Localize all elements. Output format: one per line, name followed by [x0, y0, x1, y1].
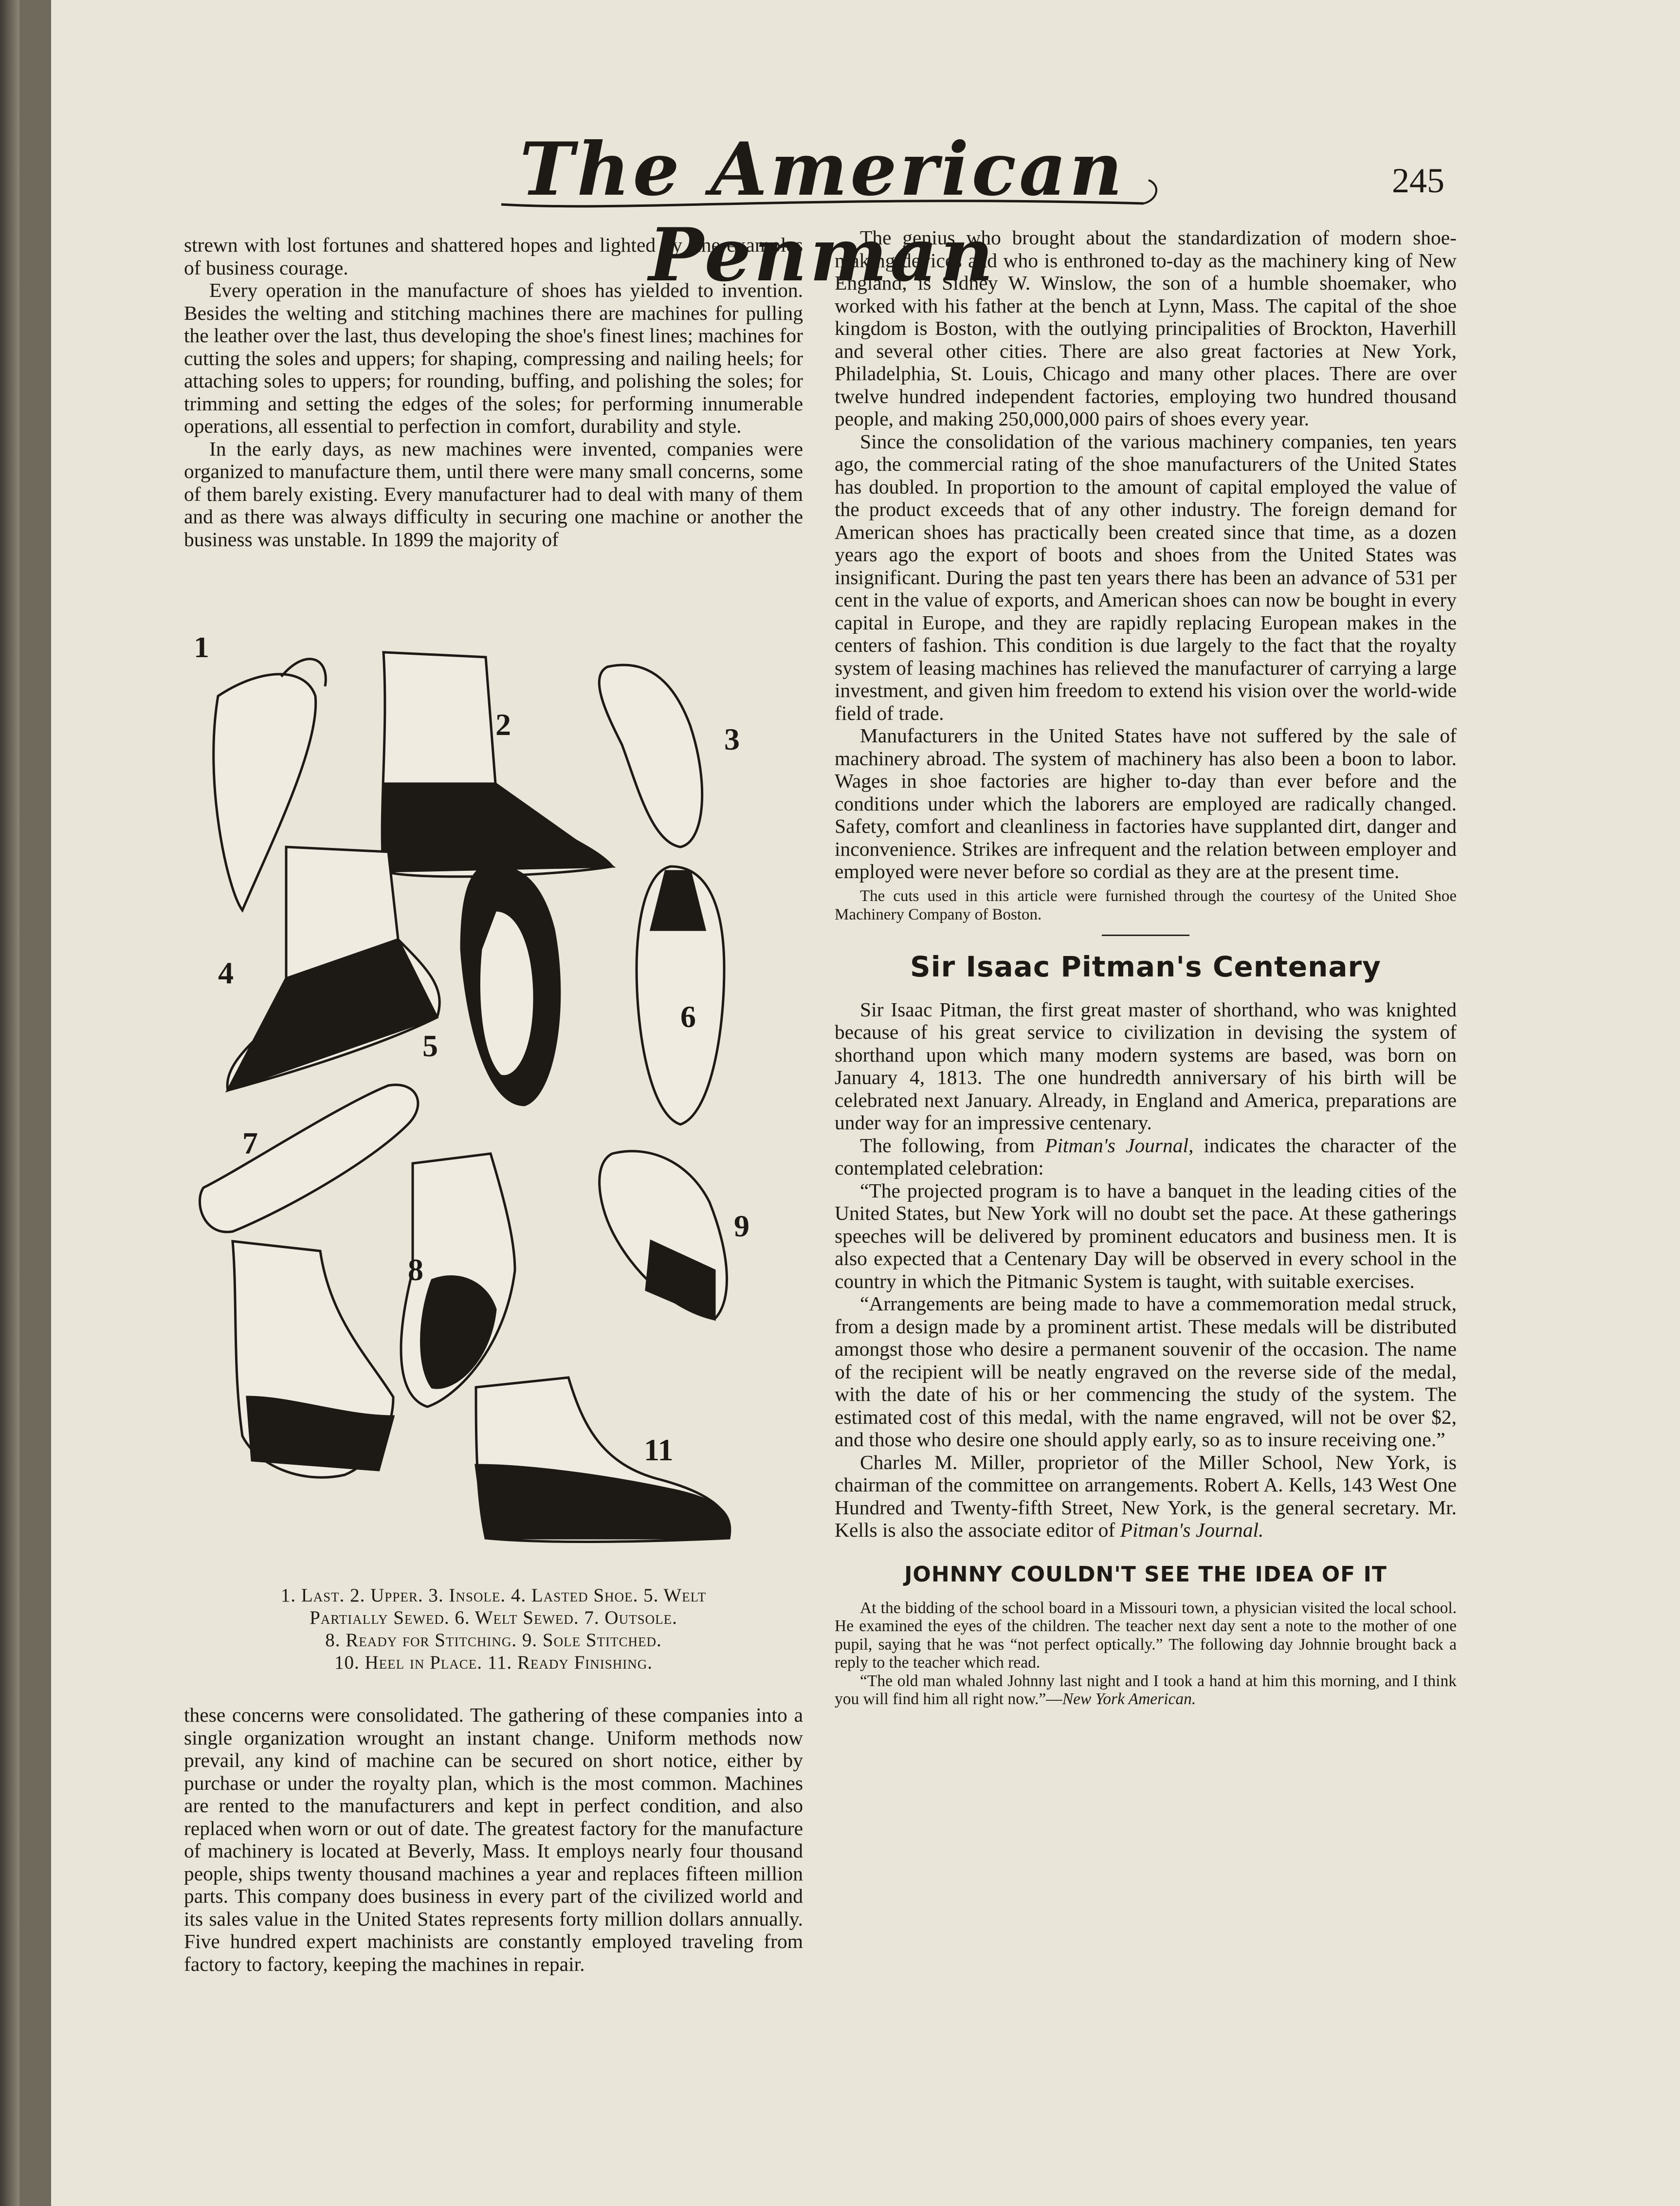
shoe-manufacturing-illustration	[184, 638, 803, 1577]
paragraph: The genius who brought about the standardization of modern shoe-making devices and who is enthroned to-day as the machinery king of New England, is Sidney W. Winslow, the son of a humble shoemaker, who worked with his father at the bench at Lynn, Mass. The capital of the shoe kingdom is Boston, with the outlying principalities of Brockton, Haverhill and several other cities. There are also great factories at New York, Philadelphia, St. Louis, Chicago and many other places. There are over twelve hundred independent factories, employing two hundred thousand people, and making 250,000,000 pairs of shoes every year.	[835, 226, 1457, 430]
figure-number-8: 8	[408, 1252, 423, 1287]
paragraph	[835, 1672, 1457, 1709]
left-column-bottom	[184, 1704, 803, 1975]
paragraph: Since the consolidation of the various machinery companies, ten years ago, the commercial rating of the shoe manufacturers of the United States has doubled. In proportion to the amount of capital employed the value of the product exceeds that of any other industry. The foreign demand for American shoes has practically been created since that time, as a dozen years ago the export of boots and shoes from the United States was insignificant. During the past ten years there has been an advance of 531 per cent in the value of exports, and American shoes can now be bought in every capital in Europe, and they are rapidly replacing European makes in the centers of fashion. This condition is due largely to the fact that the royalty system of leasing machines has relieved the manufacturer of carrying a large investment, and given him freedom to extend his vision over the world-wide field of trade.	[835, 430, 1457, 724]
figure-number-2: 2	[495, 707, 511, 742]
paragraph: Every operation in the manufacture of shoes has yielded to invention. Besides the welting and stitching machines there are machines for pulling the leather over the last, thus developing the shoe's finest lines; machines for cutting the soles and uppers; for shaping, compressing and nailing heels; for attaching soles to uppers; for rounding, buffing, and polishing the soles; for trimming and setting the edges of the soles; for performing innumerable operations, all essential to perfection in comfort, durability and style.	[184, 279, 803, 437]
figure-number-1: 1	[194, 638, 209, 664]
figure-number-10: 10	[289, 1398, 320, 1433]
pitman-section-title: Sir Isaac Pitman's Centenary	[910, 950, 1381, 983]
paragraph: these concerns were consolidated. The gathering of these companies into a single organization wrought an instant change. Uniform methods now prevail, any kind of machine can be secured on short notice, either by purchase or under the royalty plan, which is the most common. Machines are rented to the manufacturers and kept in perfect condition, and also replaced when worn or out of date. The greatest factory for the manufacture of machinery is located at Beverly, Mass. It employs nearly four thousand people, ships twenty thousand machines a year and replaces fifteen million parts. This company does business in every part of the civilized world and its sales value in the United States represents forty million dollars annually. Five hundred expert machinists are constantly employed traveling from factory to factory, keeping the machines in repair.	[184, 1704, 803, 1975]
caption-line: 1. Last. 2. Upper. 3. Insole. 4. Lasted Shoe. 5. Welt	[280, 1585, 707, 1606]
divider	[1102, 935, 1189, 936]
right-column	[835, 226, 1457, 1709]
text-run: “The old man whaled Johnny last night and I took a hand at him this morning, and I think you will find him all right now.”—	[835, 1672, 1457, 1708]
paragraph: “The projected program is to have a banquet in the leading cities of the United States, but New York will no doubt set the pace. At these gatherings speeches will be delivered by prominent educators and business men. It is also expected that a Centenary Day will be observed in every school in the country in which the Pitmanic System is taught, with suitable exercises.	[835, 1179, 1457, 1292]
paragraph: Sir Isaac Pitman, the first great master of shorthand, who was knighted because of his great service to civilization in devising the system of shorthand upon which many modern systems are based, was born on January 4, 1813. The one hundredth anniversary of his birth will be celebrated next January. Already, in England and America, preparations are under way for an impressive centenary.	[835, 998, 1457, 1134]
figure-number-9: 9	[734, 1209, 749, 1243]
book-binding-edge	[0, 0, 19, 2206]
shoe-stages-drawing	[184, 638, 803, 1577]
paragraph: In the early days, as new machines were invented, companies were organized to manufacture them, until there were many small concerns, some of them barely existing. Every manufacturer had to deal with many of them and as there was always difficulty in securing one machine or another the business was unstable. In 1899 the majority of	[184, 437, 803, 551]
caption-line: 8. Ready for Stitching. 9. Sole Stitched.	[325, 1630, 662, 1651]
journal-title: Pitman's Journal.	[1120, 1519, 1264, 1541]
paragraph: Manufacturers in the United States have not suffered by the sale of machinery abroad. The system of machinery has also been a boon to labor. Wages in shoe factories are higher to-day than ever before and the conditions under which the laborers are employed are radically changed. Safety, comfort and cleanliness in factories have supplanted dirt, danger and inconvenience. Strikes are infrequent and the relation between employer and employed were never before so cordial as they are at the present time.	[835, 724, 1457, 882]
paragraph	[835, 1451, 1457, 1542]
text-run: The following, from	[860, 1134, 1045, 1157]
figure-number-5: 5	[422, 1029, 438, 1063]
outsole-icon	[200, 1085, 418, 1232]
masthead-title: The American Penman	[519, 127, 1126, 298]
figure-number-6: 6	[680, 999, 696, 1034]
shoe-insole-icon	[599, 665, 702, 847]
text-run: Charles M. Miller, proprietor of the Miller School, New York, is chairman of the committee on arrangements. Robert A. Kells, 143 West One Hundred and Twenty-fifth Street, New York, is the general secretary. Mr. Kells is also the associate editor of	[835, 1451, 1457, 1541]
paragraph: “Arrangements are being made to have a commemoration medal struck, from a design made by a prominent artist. These medals will be distributed amongst those who desire a permanent souvenir of the occasion. The name of the recipient will be neatly engraved on the reverse side of the medal, with the date of his or her commencing the study of the system. The estimated cost of this medal, with the name engraved, will not be over $2, and those who desire one should apply early, so as to insure receiving one.”	[835, 1292, 1457, 1451]
paragraph	[835, 1134, 1457, 1179]
page-number: 245	[1392, 161, 1444, 200]
source-attribution: New York American.	[1062, 1690, 1196, 1708]
caption-line: 10. Heel in Place. 11. Ready Finishing.	[334, 1652, 653, 1673]
text-run: indicates the character of the contemplated celebration:	[835, 1134, 1457, 1179]
journal-title: Pitman's Journal,	[1045, 1134, 1194, 1157]
caption-line: Partially Sewed. 6. Welt Sewed. 7. Outsole.	[310, 1607, 677, 1628]
paragraph: strewn with lost fortunes and shattered hopes and lighted by fine examples of business courage.	[184, 234, 803, 279]
image-credit: The cuts used in this article were furnished through the courtesy of the United Shoe Machinery Company of Boston.	[835, 887, 1457, 923]
left-column-top	[184, 234, 803, 551]
figure-number-3: 3	[724, 722, 740, 756]
figure-number-11: 11	[644, 1433, 674, 1467]
figure-number-7: 7	[242, 1126, 258, 1160]
figure-number-4: 4	[218, 956, 234, 990]
johnny-section-title: JOHNNY COULDN'T SEE THE IDEA OF IT	[904, 1562, 1387, 1587]
paragraph: At the bidding of the school board in a Missouri town, a physician visited the local school. He examined the eyes of the children. The teacher next day sent a note to the mother of one pupil, saying that he was “not perfect optically.” The following day Johnnie brought back a reply to the teacher which read.	[835, 1599, 1457, 1672]
figure-caption	[184, 1584, 803, 1674]
